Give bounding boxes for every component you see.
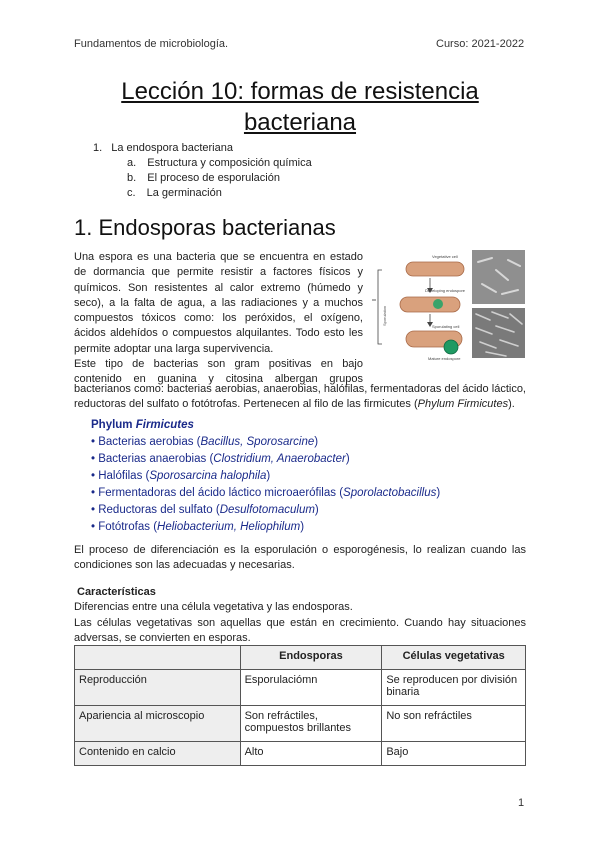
table-cell: No son refráctiles <box>382 706 526 742</box>
header-course-name: Fundamentos de microbiología. <box>74 38 229 50</box>
phylum-item-italic: Sporolactobacillus <box>343 487 437 499</box>
toc-num: 1. <box>93 142 103 154</box>
table-header-cell <box>75 646 241 670</box>
table-row-label: Reproducción <box>75 670 241 706</box>
paragraph-firmicutes <box>74 382 526 413</box>
header-course-year: Curso: 2021-2022 <box>436 38 525 50</box>
vegetative-cell <box>406 262 464 276</box>
phylum-item-text: • Reductoras del sulfato ( <box>91 504 220 516</box>
developing-cell <box>400 297 460 312</box>
para-line: de dormancia que permite resistir a factores físicos y <box>74 266 363 279</box>
para-text: ). <box>508 398 515 411</box>
toc-text: El proceso de esporulación <box>147 172 280 184</box>
table-cell: Bajo <box>382 742 526 766</box>
phylum-item-italic: Heliobacterium, Heliophilum <box>157 521 301 533</box>
phylum-item <box>91 485 440 502</box>
phylum-item-italic: Sporosarcina halophila <box>149 470 267 482</box>
para-line: Este tipo de bacterias son gram positivas en bajo <box>74 358 363 371</box>
label-vegetative: Vegetative cell <box>432 254 458 259</box>
toc-num: b. <box>127 172 137 184</box>
table-cell: Alto <box>240 742 382 766</box>
table-cell: Son refráctiles, compuestos brillantes <box>240 706 382 742</box>
sporulation-figure <box>368 248 526 362</box>
para-line: Una espora es una bacteria que se encuentra en estado <box>74 251 363 263</box>
phylum-item <box>91 468 440 485</box>
phylum-item-text: ) <box>345 453 350 465</box>
toc-text: Estructura y composición química <box>147 157 312 169</box>
page-title <box>0 76 600 138</box>
para-line: El proceso de diferenciación es la esporulación o esporogénesis, lo realizan cuando las <box>74 544 526 556</box>
table-row <box>75 742 526 766</box>
phylum-item-text: ) <box>314 436 319 448</box>
phylum-list <box>91 417 440 536</box>
phylum-item-text: ) <box>300 521 305 533</box>
para-line: contenido en guanina y citosina albergan grupos <box>74 373 363 386</box>
phylum-item-text: ) <box>314 504 319 516</box>
toc-num: c. <box>127 187 136 199</box>
table-row <box>75 706 526 742</box>
toc-item-b <box>127 171 280 186</box>
phylum-item-text: • Bacterias anaerobias ( <box>91 453 214 465</box>
table-row-label: Contenido en calcio <box>75 742 241 766</box>
developing-endospore <box>433 299 443 309</box>
toc-item-1 <box>93 141 233 156</box>
table-header-cell: Células vegetativas <box>382 646 526 670</box>
page-number: 1 <box>518 797 525 809</box>
phylum-item-italic: Desulfotomaculum <box>219 504 315 516</box>
toc-num: a. <box>127 157 137 169</box>
phylum-title-italic: Firmicutes <box>135 419 194 431</box>
para-line: químicos. Son resistentes al calor extremo (húmedo y <box>74 281 363 294</box>
paragraph-esporulacion <box>74 543 526 574</box>
phylum-title-text: Phylum <box>91 419 136 431</box>
title-line-1: Lección 10: formas de resistencia <box>121 78 479 105</box>
mature-endospore <box>444 340 458 354</box>
phylum-item-text: • Halófilas ( <box>91 470 150 482</box>
phylum-item-italic: Bacillus, Sporosarcine <box>200 436 315 448</box>
section-heading: 1. Endosporas bacterianas <box>74 215 336 240</box>
phylum-item-text: • Fotótrofas ( <box>91 521 158 533</box>
table-header-cell: Endosporas <box>240 646 382 670</box>
para-line: ácidos aldehídos o compuestos alquilantes. Todo esto les <box>74 327 363 340</box>
label-mature: Mature endospore <box>428 356 461 361</box>
para-text: reductoras del sulfato o fotótrofas. Pertenecen al filo de las firmicutes ( <box>74 398 418 411</box>
para-line: seco), a la falta de agua, a las radiaciones y a muchos <box>74 296 363 309</box>
toc-text: La germinación <box>146 187 222 199</box>
phylum-item-text: • Bacterias aerobias ( <box>91 436 201 448</box>
label-sporulating: Sporulating cell <box>432 324 460 329</box>
table-row-label: Apariencia al microscopio <box>75 706 241 742</box>
phylum-item <box>91 502 440 519</box>
comparison-table <box>74 645 526 766</box>
para-line: condiciones son las adecuadas y necesarias. <box>74 559 295 572</box>
para-line: permite adoptar una larga supervivencia. <box>74 342 274 355</box>
toc-text: La endospora bacteriana <box>111 142 233 154</box>
table-cell: Esporulaciómn <box>240 670 382 706</box>
table-cell: Se reproducen por división binaria <box>382 670 526 706</box>
table-row <box>75 670 526 706</box>
table-header-row <box>75 646 526 670</box>
para-line: Las células vegetativas son aquellas que están en crecimiento. Cuando hay situaciones <box>74 616 526 629</box>
toc-item-c <box>127 186 222 201</box>
para-line: bacterianos como: bacterias aerobias, anaerobias, halófilas, fermentadoras del ácido láctico, <box>74 383 526 395</box>
micrograph-vegetative <box>472 250 525 304</box>
phylum-item-italic: Clostridium, Anaerobacter <box>213 453 346 465</box>
phylum-item <box>91 434 440 451</box>
para-italic: Phylum Firmicutes <box>417 398 509 411</box>
sporulation-side-label: Sporulation <box>382 305 387 326</box>
caracteristicas-heading: Características <box>77 586 156 598</box>
para-line: Diferencias entre una célula vegetativa y las endosporas. <box>74 601 353 614</box>
para-line: adversas, se convierten en esporas. <box>74 631 251 644</box>
para-line <box>74 397 526 412</box>
paragraph-endospora <box>74 250 363 388</box>
phylum-item <box>91 451 440 468</box>
phylum-item-text: • Fermentadoras del ácido láctico microaerófilas ( <box>91 487 344 499</box>
para-line: compuestos tóxicos como: los peróxidos, el oxígeno, <box>74 312 363 325</box>
phylum-item-text: ) <box>266 470 271 482</box>
toc-item-a <box>127 156 312 171</box>
section-caracteristicas <box>74 585 526 646</box>
phylum-item <box>91 519 440 536</box>
phylum-title <box>91 417 440 434</box>
label-developing: Developing endospore <box>425 288 466 293</box>
phylum-item-text: ) <box>436 487 441 499</box>
title-line-2: bacteriana <box>243 109 357 136</box>
